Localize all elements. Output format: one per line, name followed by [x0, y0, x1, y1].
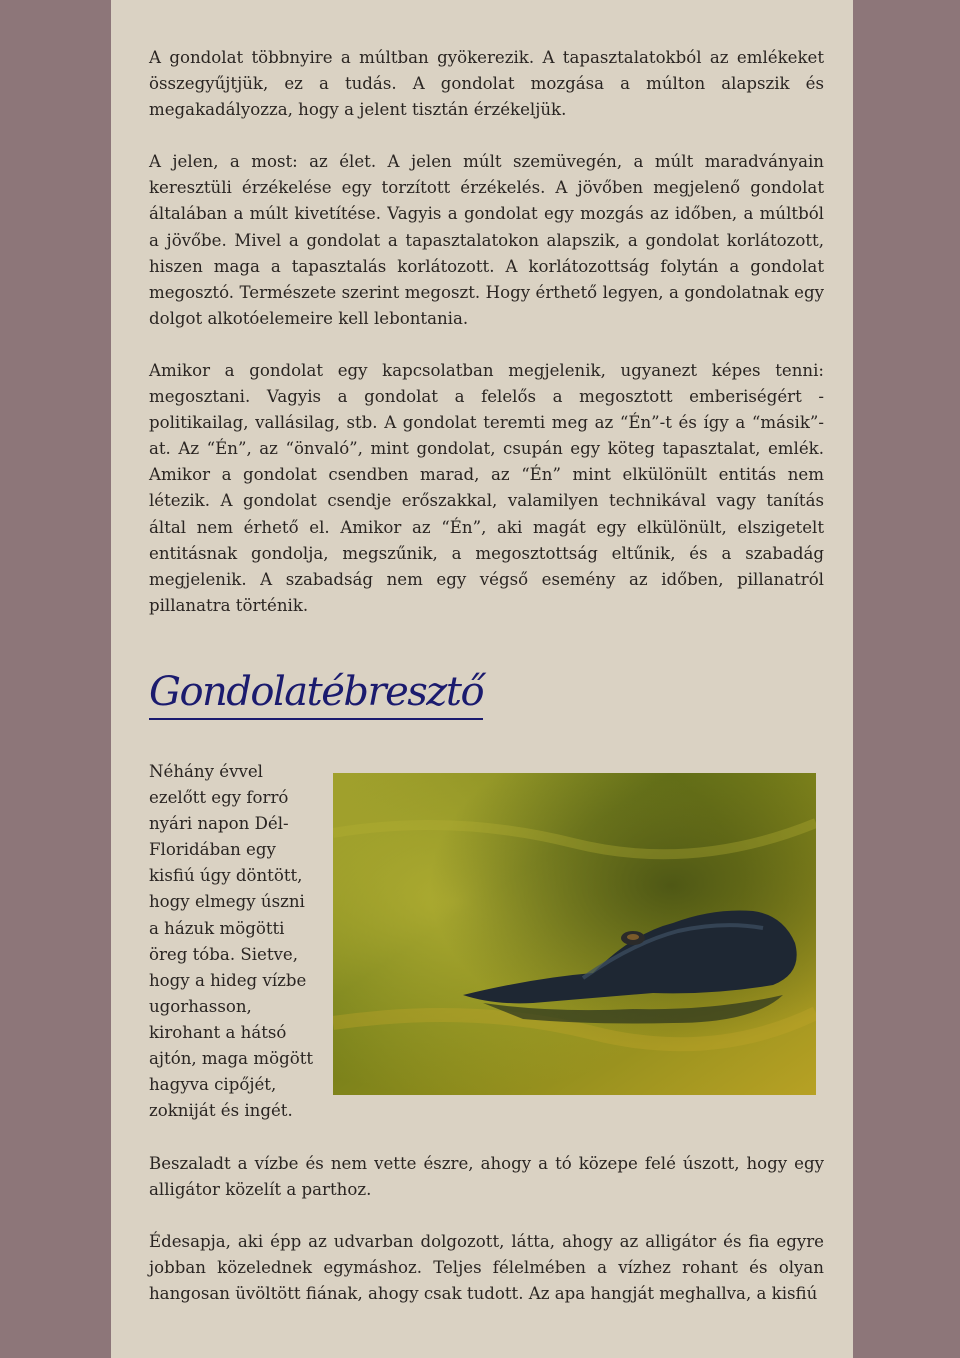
document-page [111, 0, 853, 1358]
body-text [149, 45, 824, 619]
story-continuation [149, 1151, 824, 1307]
paragraph-4: Beszaladt a vízbe és nem vette észre, ahogy a tó közepe felé úszott, hogy egy alligátor közelít a parthoz. [149, 1154, 824, 1200]
paragraph-3: Amikor a gondolat egy kapcsolatban megjelenik, ugyanezt képes tenni: megosztani. Vagyis a gondolat a felelős a megosztott emberiségért - politikailag, vallásilag, stb. A gondolat teremti meg az “Én”-t és így a “másik”-at. Az “Én”, az “önvaló”, mint gondolat, csupán egy köteg tapasztalat, emlék. Amikor a gondolat csendben marad, az “Én” mint elkülönült entitás nem létezik. A gondolat csendje erőszakkal, valamilyen technikával vagy tanítás által nem érhető el. Amikor az “Én”, aki magát egy elkülönült, elszigetelt entitásnak gondolja, megszűnik, a megosztottság eltűnik, és a szabadág megjelenik. A szabadság nem egy végső esemény az időben, pillanatról pillanatra történik. [149, 360, 824, 615]
paragraph-1: A gondolat többnyire a múltban gyökerezik. A tapasztalatokból az emlékeket összegyűjtjük, ez a tudás. A gondolat mozgása a múlton alapszik és megakadályozza, hogy a jelent tisztán érzékeljük. [149, 48, 824, 120]
story-intro: Néhány évvel ezelőtt egy forró nyári napon Dél-Floridában egy kisfiú úgy döntött, hogy elmegy úszni a házuk mögötti öreg tóba. Sietve, hogy a hideg vízbe ugorhasson, kirohant a hátsó ajtón, maga mögött hagyva cipőjét, zokniját és ingét. [149, 762, 314, 1121]
section-heading: Gondolatébresztő [149, 668, 483, 720]
paragraph-2: A jelen, a most: az élet. A jelen múlt szemüvegén, a múlt maradványain keresztüli érzékelése egy torzított érzékelés. A jövőben megjelenő gondolat általában a múlt kivetítése. Vagyis a gondolat egy mozgás az időben, a múltból a jövőbe. Mivel a gondolat a tapasztalatokon alapszik, a gondolat korlátozott, hiszen maga a tapasztalás korlátozott. A korlátozottság folytán a gondolat megosztó. Természete szerint megoszt. Hogy érthető legyen, a gondolatnak egy dolgot alkotóelemeire kell lebontania. [149, 152, 824, 328]
alligator-photo [333, 773, 816, 1095]
paragraph-5: Édesapja, aki épp az udvarban dolgozott, látta, ahogy az alligátor és fia egyre jobban közelednek egymáshoz. Teljes félelmében a vízhez rohant és olyan hangosan üvöltött fiának, ahogy csak tudott. Az apa hangját meghallva, a kisfiú [149, 1232, 824, 1304]
